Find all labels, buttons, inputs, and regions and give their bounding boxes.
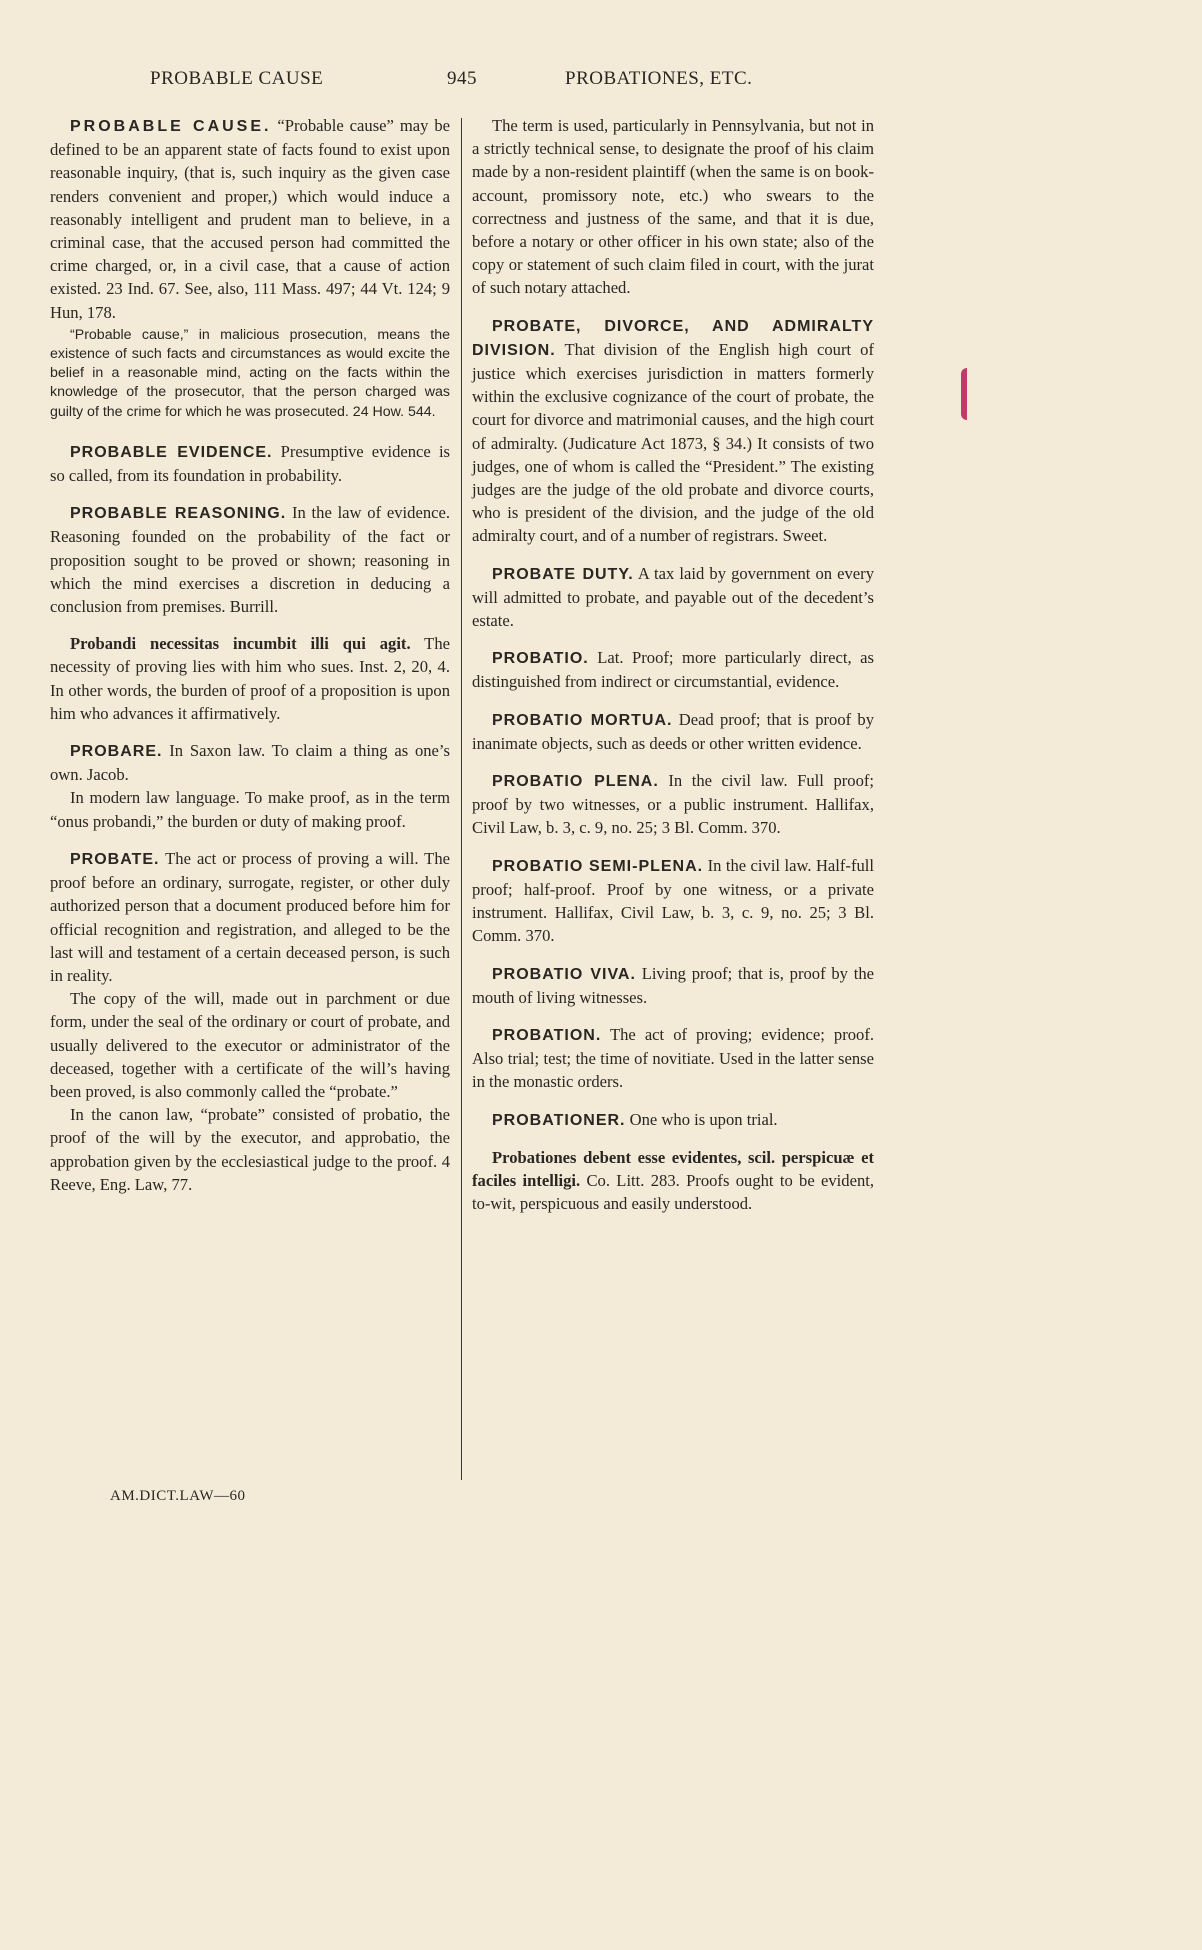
entry-continuation: The copy of the will, made out in parchment or due form, under the seal of the ordinary or court of probate, and usually delivered to the executor or administrator of the deceased, together with a certificate of the will’s having been proved, is also commonly called the “probate.” — [50, 989, 450, 1101]
entry-term: PROBATIO SEMI-PLENA. — [492, 857, 704, 875]
entry-probandi-maxim — [50, 632, 450, 725]
entry-term: PROBATE DUTY. — [492, 565, 634, 583]
entry-probare — [50, 739, 450, 786]
entry-text: Lat. Proof; more particularly direct, as distinguished from indirect or circumstantial, evidence. — [472, 648, 874, 692]
entry-term: PROBABLE EVIDENCE. — [70, 443, 273, 461]
entry-probatio-mortua — [472, 708, 874, 755]
entry-text: In the law of evidence. Reasoning founded on the probability of the fact or proposition sought to be proved or shown; reasoning in which the mind exercises a discretion in deducing a conclusion from premises. Burrill. — [50, 503, 450, 617]
right-column — [472, 114, 874, 1229]
header-left-title: PROBABLE CAUSE — [150, 68, 324, 89]
entry-term: PROBARE. — [70, 743, 163, 761]
entry-term: PROBATE, DIVORCE, AND ADMIRALTY DIVISION. — [472, 317, 874, 359]
entry-continuation: In modern law language. To make proof, as in the term “onus probandi,” the burden or duty of making proof. — [50, 788, 450, 831]
entry-text: Dead proof; that is proof by inanimate objects, such as deeds or other written evidence. — [472, 709, 874, 753]
column-divider — [461, 118, 462, 1480]
entry-text: Co. Litt. 283. Proofs ought to be evident, to-wit, perspicuous and easily understood. — [472, 1170, 875, 1214]
left-column — [50, 114, 450, 1210]
header-right-title: PROBATIONES, ETC. — [565, 68, 753, 89]
entry-probatio — [472, 646, 874, 693]
entry-text: That division of the English high court of justice which exercises jurisdiction in matters formerly within the exclusive cognizance of the court of probate, the court for divorce and matrimonial causes, and the high court of admiralty. (Judicature Act 1873, § 34.) It consists of two judges, one of whom is called the “President.” The existing judges are the judge of the old probate and divorce courts, who is president of the division, and the judge of the old admiralty court, and of a number of registrars. Sweet. — [472, 339, 874, 546]
entry-continuation: In the canon law, “probate” consisted of probatio, the proof of the will by the executor, and approbatio, the approbation given by the ecclesiastical judge to the proof. 4 Reeve, Eng. Law, 77. — [50, 1105, 450, 1194]
page-tab-mark — [961, 368, 967, 420]
running-header — [0, 68, 967, 96]
entry-text: In the civil law. Half-full proof; half-proof. Proof by one witness, or a private instrument. Hallifax, Civil Law, b. 3, c. 9, no. 25; 3 Bl. Comm. 370. — [472, 855, 874, 946]
entry-term: PROBATION. — [492, 1026, 602, 1044]
entry-maxim: Probandi necessitas incumbit illi qui agit. — [70, 634, 411, 654]
entry-term: PROBATIONER. — [492, 1111, 626, 1129]
entry-probatio-plena — [472, 769, 874, 840]
entry-term: PROBABLE REASONING. — [70, 505, 287, 523]
entry-text: A tax laid by government on every will admitted to probate, and payable out of the decedent’s estate. — [472, 563, 874, 631]
entry-maxim: Probationes debent esse evidentes, scil. perspicuæ et faciles intelligi. — [472, 1147, 874, 1190]
entry-text: “Probable cause” may be defined to be an apparent state of facts found to exist upon reasonable inquiry, (that is, such inquiry as the given case renders convenient and proper,) which would induce a reasonably intelligent and prudent man to believe, in a criminal case, that the accused person had committed the crime charged, or, in a civil case, that a cause of action existed. 23 Ind. 67. See, also, 111 Mass. 497; 44 Vt. 124; 9 Hun, 178. — [50, 116, 450, 322]
entry-text: In the civil law. Full proof; proof by two witnesses, or a public instrument. Hallifax, Civil Law, b. 3, c. 9, no. 25; 3 Bl. Comm. 370. — [472, 771, 874, 838]
entry-probable-evidence — [50, 440, 450, 487]
entry-probation — [472, 1023, 874, 1094]
entry-text: In Saxon law. To claim a thing as one’s own. Jacob. — [50, 741, 450, 785]
entry-probationes-maxim — [472, 1146, 874, 1216]
entry-text: Presumptive evidence is so called, from its foundation in probability. — [50, 441, 451, 486]
entry-probatio-semi-plena — [472, 854, 874, 948]
entry-probatio-viva — [472, 962, 874, 1009]
entry-text: The act of proving; evidence; proof. Also trial; test; the time of novitiate. Used in the latter sense in the monastic orders. — [472, 1024, 874, 1092]
entry-term: PROBATIO. — [492, 650, 589, 668]
entry-continuation: The term is used, particularly in Pennsylvania, but not in a strictly technical sense, to designate the proof of his claim made by a non-resident plaintiff (when the same is on book-account, promissory note, etc.) who swears to the correctness and justness of the same, and that it is due, before a notary or other officer in his own state; also of the copy or statement of such claim filed in court, with the jurat of such notary attached. — [472, 116, 874, 298]
entry-probate-divorce-admiralty — [472, 314, 874, 548]
entry-text: Living proof; that is, proof by the mouth of living witnesses. — [472, 963, 874, 1007]
entry-probable-cause — [50, 114, 450, 324]
page-number: 945 — [447, 68, 477, 89]
entry-probationer — [472, 1108, 874, 1132]
entry-probable-reasoning — [50, 501, 450, 618]
entry-term: PROBATE. — [70, 850, 160, 868]
entry-term: PROBABLE CAUSE. — [70, 118, 272, 135]
entry-note: “Probable cause,” in malicious prosecution, means the existence of such facts and circumstances as would excite the belief in a reasonable mind, acting on the facts within the knowledge of the prosecutor, that the person charged was guilty of the crime for which he was prosecuted. 24 How. 544. — [50, 326, 450, 420]
entry-term: PROBATIO MORTUA. — [492, 711, 673, 729]
entry-probate-duty — [472, 562, 874, 633]
entry-text: The act or process of proving a will. The proof before an ordinary, surrogate, register, or other duly authorized person that a document produced before him for official recognition and registration, and alleged to be the last will and testament of a certain deceased person, is such in reality. — [50, 848, 450, 985]
entry-probate — [50, 847, 450, 987]
signature-mark: AM.DICT.LAW—60 — [110, 1488, 246, 1504]
entry-term: PROBATIO PLENA. — [492, 773, 659, 791]
entry-text: The necessity of proving lies with him who sues. Inst. 2, 20, 4. In other words, the burden of proof of a proposition is upon him who advances it affirmatively. — [50, 634, 450, 723]
entry-term: PROBATIO VIVA. — [492, 965, 636, 983]
entry-text: One who is upon trial. — [625, 1109, 778, 1129]
